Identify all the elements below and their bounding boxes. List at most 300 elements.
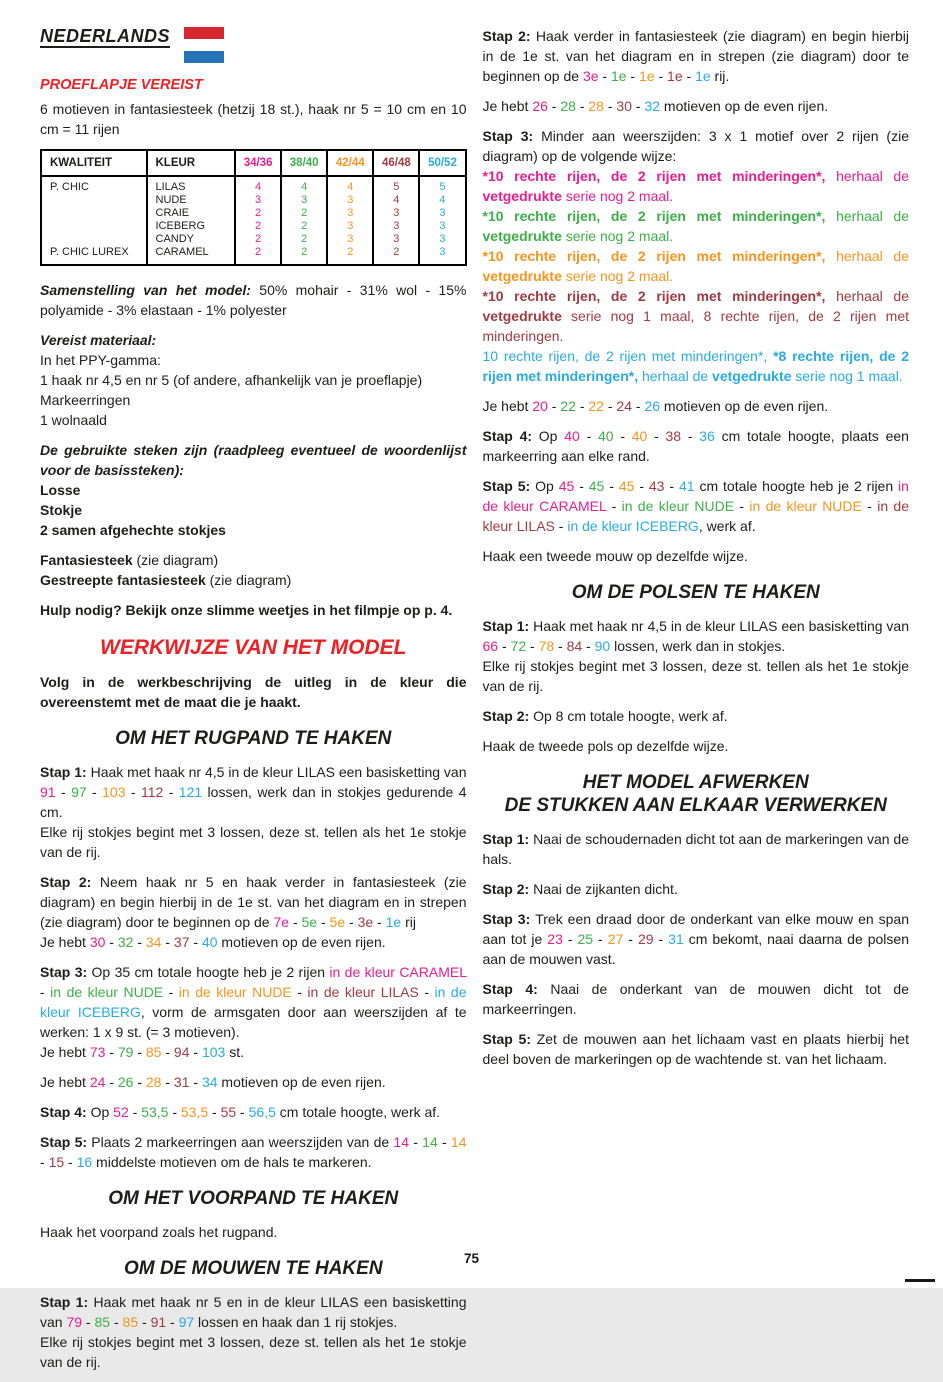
text-segment: 22	[560, 398, 576, 414]
text-segment: -	[55, 784, 72, 800]
text-line	[483, 96, 910, 116]
yarn-quantity-table	[40, 149, 467, 266]
quantity-cell: 3	[419, 207, 465, 220]
quantity-cell: 3	[327, 233, 373, 246]
text-segment: 30	[89, 934, 106, 950]
text-segment: 45	[618, 478, 635, 494]
text-segment: -	[161, 1074, 174, 1090]
heading-line: HET MODEL AFWERKEN	[582, 772, 809, 793]
text-segment: -	[526, 638, 539, 654]
text-segment: -	[498, 638, 511, 654]
text-segment: Stap 5:	[482, 478, 536, 494]
text-line	[40, 1072, 467, 1092]
text-line	[40, 550, 467, 570]
text-segment: Op	[90, 1104, 114, 1120]
paragraph	[40, 962, 467, 1062]
text-segment: Stap 3:	[482, 911, 536, 927]
text-segment: 112	[140, 784, 164, 800]
text-segment: Je hebt	[40, 934, 90, 950]
text-segment: serie nog 1 maal, 8 rechte rijen, de 2 rijen met minderingen.	[482, 308, 909, 344]
text-line	[40, 822, 467, 862]
color-name-cell: CRAIE	[147, 207, 236, 220]
text-segment: 72	[510, 638, 527, 654]
quality-cell	[41, 207, 147, 220]
quantity-cell: 2	[281, 233, 327, 246]
text-segment: -	[110, 1314, 123, 1330]
paragraph	[40, 600, 467, 620]
text-line	[40, 390, 467, 410]
quantity-cell: 3	[373, 207, 419, 220]
quantity-cell: 3	[327, 194, 373, 207]
text-segment: 10 rechte rijen, de 2 rijen met minderingen*,	[482, 348, 774, 364]
color-name-cell: LILAS	[147, 176, 236, 194]
table-body	[41, 176, 466, 265]
text-segment: 97	[178, 1314, 195, 1330]
quantity-cell: 2	[235, 207, 281, 220]
text-segment: 1e	[639, 68, 655, 84]
text-segment: -	[317, 914, 330, 930]
text-segment: Trek een draad door de onderkant van elke mouw en span aan tot je	[482, 911, 909, 947]
text-segment: 24	[89, 1074, 106, 1090]
paragraph	[40, 872, 467, 952]
text-segment: Op	[538, 428, 565, 444]
quantity-cell: 3	[419, 246, 465, 265]
text-segment: motieven op de even rijen.	[660, 98, 829, 114]
text-segment: -	[574, 478, 589, 494]
paragraph	[40, 1102, 467, 1122]
color-name-cell: ICEBERG	[147, 220, 236, 233]
quantity-cell: 3	[327, 220, 373, 233]
text-line	[40, 762, 467, 822]
text-segment: Naai de zijkanten dicht.	[533, 881, 678, 897]
text-segment: -	[163, 784, 179, 800]
text-segment: 14	[450, 1134, 467, 1150]
text-segment: 79	[117, 1044, 134, 1060]
left-column	[40, 26, 467, 1382]
quantity-cell: 4	[281, 176, 327, 194]
text-segment: Haak met haak nr 5 en in de kleur LILAS een basisketting van	[40, 1294, 467, 1330]
text-segment: -	[291, 984, 308, 1000]
table-header-cell: KWALITEIT	[41, 150, 147, 176]
text-segment: -	[163, 984, 179, 1000]
text-segment: 40	[201, 934, 218, 950]
text-segment: 26	[117, 1074, 134, 1090]
text-segment: Stap 4:	[40, 1104, 91, 1120]
text-line	[483, 476, 910, 536]
text-segment: 28	[145, 1074, 162, 1090]
paragraph	[483, 476, 910, 536]
table-row	[41, 207, 466, 220]
text-segment: -	[82, 1314, 95, 1330]
text-segment: in de kleur CARAMEL	[482, 478, 909, 514]
quantity-cell: 5	[419, 176, 465, 194]
text-segment: Je hebt	[40, 1074, 90, 1090]
text-segment: Je hebt	[40, 1044, 90, 1060]
text-segment: serie nog 2 maal.	[561, 228, 674, 244]
text-segment: Stap 1:	[482, 831, 534, 847]
paragraph	[483, 426, 910, 466]
text-segment: -	[623, 931, 638, 947]
text-line	[40, 872, 467, 932]
text-segment: -	[654, 68, 668, 84]
table-header-cell: 42/44	[327, 150, 373, 176]
text-segment: -	[626, 68, 639, 84]
text-segment: in de kleur NUDE	[178, 984, 292, 1000]
text-segment: -	[634, 478, 649, 494]
text-segment: -	[603, 398, 617, 414]
text-segment: in de kleur ICEBERG	[567, 518, 699, 534]
text-segment: -	[161, 934, 174, 950]
text-segment: -	[189, 1074, 202, 1090]
table-header-cell: 34/36	[235, 150, 281, 176]
text-line	[483, 26, 910, 86]
text-segment: -	[562, 931, 578, 947]
quantity-cell: 3	[281, 194, 327, 207]
text-line	[40, 1042, 467, 1062]
text-segment: 45	[558, 478, 575, 494]
quantity-cell: 4	[235, 176, 281, 194]
table-header-cell: KLEUR	[147, 150, 236, 176]
page-number: 75	[463, 1251, 480, 1266]
text-segment: cm totale hoogte, plaats een markeerring aan elke rand.	[482, 428, 909, 464]
language-title: NEDERLANDS	[40, 26, 171, 46]
text-line	[483, 829, 910, 869]
text-segment: cm totale hoogte heb je 2 rijen	[694, 478, 899, 494]
paragraph	[483, 396, 910, 416]
heading-line: OM HET VOORPAND TE HAKEN	[108, 1188, 399, 1209]
text-segment: Stap 2:	[482, 28, 536, 44]
text-segment: 45	[588, 478, 605, 494]
text-segment: 14	[422, 1134, 438, 1150]
text-segment: 94	[173, 1044, 190, 1060]
text-segment: 20	[532, 398, 548, 414]
text-segment: -	[373, 914, 386, 930]
netherlands-flag-icon	[184, 27, 224, 63]
text-segment: 28	[588, 98, 604, 114]
text-segment: -	[547, 398, 561, 414]
text-segment: -	[598, 68, 611, 84]
text-segment: Haak verder in fantasiesteek (zie diagram) en begin hierbij in de 1e st. van het diagram en in strepen (zie diagram) door te beginnen op de	[482, 28, 909, 84]
text-segment: motieven op de even rijen.	[660, 398, 829, 414]
text-segment: -	[409, 1134, 423, 1150]
text-segment: serie nog 2 maal.	[561, 188, 674, 204]
text-segment: -	[575, 398, 589, 414]
text-segment: Stap 5:	[40, 1134, 92, 1150]
text-segment: Plaats 2 markeerringen aan weerszijden van de	[91, 1134, 394, 1150]
section-heading	[40, 1187, 467, 1210]
text-segment: 34	[145, 934, 162, 950]
text-segment: -	[606, 498, 622, 514]
text-segment: 36	[699, 428, 715, 444]
text-segment: 1 haak nr 4,5 en nr 5 (of andere, afhankelijk van je proeflapje)	[40, 372, 423, 388]
text-segment: 31	[668, 931, 684, 947]
text-segment: 34	[201, 1074, 218, 1090]
text-segment: middelste motieven om de hals te markeren.	[92, 1154, 372, 1170]
text-segment: Samenstelling van het model:	[40, 282, 260, 298]
paragraph	[483, 96, 910, 116]
text-segment: -	[437, 1134, 451, 1150]
flag-white-stripe	[184, 39, 224, 51]
text-line	[483, 1029, 910, 1069]
text-line	[40, 330, 467, 350]
paragraph	[483, 829, 910, 869]
text-segment: herhaal de	[825, 248, 909, 264]
text-segment: Stap 1:	[482, 618, 534, 634]
text-segment: in de kleur LILAS	[307, 984, 419, 1000]
text-segment: cm totale hoogte, werk af.	[275, 1104, 441, 1120]
text-segment: vetgedrukte	[482, 308, 562, 324]
text-segment: vetgedrukte	[482, 228, 562, 244]
text-line	[40, 570, 467, 590]
text-segment: -	[128, 1104, 142, 1120]
corner-mark	[905, 1279, 935, 1282]
text-segment: 16	[76, 1154, 93, 1170]
left-column-content	[40, 280, 467, 1372]
page-header	[40, 26, 467, 63]
paragraph	[40, 1292, 467, 1372]
table-row	[41, 246, 466, 265]
text-line	[483, 206, 910, 246]
text-segment: Stap 1:	[40, 1294, 94, 1310]
table-row	[41, 233, 466, 246]
text-segment: -	[734, 498, 750, 514]
text-line	[483, 286, 910, 346]
text-segment: rij.	[710, 68, 730, 84]
paragraph	[483, 26, 910, 86]
text-segment: Op 35 cm totale hoogte heb je 2 rijen	[91, 964, 330, 980]
text-segment: -	[125, 784, 141, 800]
text-segment: -	[664, 478, 679, 494]
text-segment: 26	[532, 98, 548, 114]
text-segment: 5e	[329, 914, 346, 930]
text-segment: Je hebt	[482, 98, 533, 114]
text-segment: Je hebt	[482, 398, 533, 414]
text-line	[40, 672, 467, 712]
text-segment: Stap 4:	[482, 981, 551, 997]
paragraph	[40, 672, 467, 712]
text-segment: Elke rij stokjes begint met 3 lossen, deze st. tellen als het 1e stokje van de rij.	[40, 1334, 467, 1370]
text-line	[40, 370, 467, 390]
text-segment: -	[105, 1074, 118, 1090]
quality-cell	[41, 233, 147, 246]
text-segment: -	[582, 638, 595, 654]
text-line	[40, 440, 467, 480]
text-segment: vetgedrukte	[712, 368, 792, 384]
paragraph	[483, 546, 910, 566]
text-segment: Zet de mouwen aan het lichaam vast en plaats hierbij het deel boven de markeringen op de wachtende st. van het lichaam.	[482, 1031, 909, 1067]
text-segment: -	[189, 1044, 202, 1060]
heading-line: OM HET RUGPAND TE HAKEN	[115, 728, 392, 749]
text-segment: Minder aan weerszijden: 3 x 1 motief over 2 rijen (zie diagram) op de volgende wijze:	[482, 128, 909, 164]
text-segment: Elke rij stokjes begint met 3 lossen, deze st. tellen als het 1e stokje van de rij.	[482, 658, 909, 694]
paragraph	[483, 979, 910, 1019]
quantity-cell: 2	[235, 246, 281, 265]
text-segment: Stap 5:	[482, 1031, 537, 1047]
text-segment: 85	[94, 1314, 111, 1330]
text-segment: Naai de onderkant van de mouwen dicht tot de markeerringen.	[482, 981, 909, 1017]
quantity-cell: 3	[235, 194, 281, 207]
table-header-cell: 38/40	[281, 150, 327, 176]
text-segment: herhaal de	[825, 208, 909, 224]
text-segment: cm bekomt, naai daarna de polsen aan de mouwen vast.	[482, 931, 909, 967]
text-segment: -	[579, 428, 598, 444]
text-segment: In het PPY-gamma:	[40, 352, 161, 368]
text-segment: Gestreepte fantasiesteek	[40, 572, 210, 588]
text-line	[40, 962, 467, 1042]
quality-cell: P. CHIC	[50, 181, 89, 193]
text-segment: 26	[644, 398, 661, 414]
text-segment: Fantasiesteek	[40, 552, 137, 568]
table-header-row	[41, 150, 466, 176]
text-segment: Haak een tweede mouw op dezelfde wijze.	[482, 548, 748, 564]
text-segment: 29	[637, 931, 654, 947]
text-segment: Markeerringen	[40, 392, 131, 408]
text-line	[40, 520, 467, 540]
text-segment: -	[133, 1044, 146, 1060]
quantity-cell: 2	[235, 220, 281, 233]
text-segment: -	[133, 1074, 146, 1090]
text-segment: Op	[535, 478, 559, 494]
text-segment: 15	[48, 1154, 65, 1170]
text-segment: -	[554, 638, 567, 654]
text-line	[40, 600, 467, 620]
paragraph	[40, 762, 467, 862]
text-segment: 40	[597, 428, 614, 444]
text-line	[483, 979, 910, 1019]
text-segment: Losse	[40, 482, 81, 498]
text-segment: Vereist materiaal:	[40, 332, 157, 348]
text-segment: -	[40, 984, 51, 1000]
text-segment: 90	[594, 638, 611, 654]
text-line	[483, 246, 910, 286]
text-segment: -	[289, 914, 302, 930]
text-line	[483, 396, 910, 416]
text-line	[483, 426, 910, 466]
text-segment: -	[861, 498, 878, 514]
text-segment: 23	[547, 931, 563, 947]
text-segment: 6 motieven in fantasiesteek (hetzij 18 st.), haak nr 5 = 10 cm en 10 cm = 11 rijen	[40, 101, 467, 137]
text-segment: Stap 2:	[482, 708, 534, 724]
quantity-cell: 3	[373, 233, 419, 246]
text-segment: 97	[71, 784, 87, 800]
text-segment: 3e	[357, 914, 374, 930]
text-segment: Stap 3:	[482, 128, 542, 144]
text-segment: -	[133, 934, 146, 950]
text-segment: 50% mohair - 31% wol - 15% polyamide - 3% elastaan - 1% polyester	[40, 282, 467, 318]
text-segment: Haak het voorpand zoals het rugpand.	[40, 1224, 278, 1240]
text-segment: herhaal de	[825, 168, 909, 184]
text-segment: vetgedrukte	[482, 188, 562, 204]
quality-cell	[41, 220, 147, 233]
text-segment: in de kleur NUDE	[749, 498, 862, 514]
text-line	[483, 736, 910, 756]
text-line	[483, 166, 910, 206]
text-segment: Stap 1:	[40, 764, 91, 780]
text-line	[40, 350, 467, 370]
paragraph	[40, 440, 467, 540]
text-segment: 7e	[273, 914, 290, 930]
text-segment: 103	[102, 784, 126, 800]
text-segment: 91	[40, 784, 56, 800]
text-line	[40, 410, 467, 430]
text-segment: 1e	[610, 68, 627, 84]
text-segment: vetgedrukte	[482, 268, 562, 284]
table-row	[41, 220, 466, 233]
text-segment: 78	[538, 638, 555, 654]
text-line	[40, 99, 467, 139]
text-segment: 32	[644, 98, 661, 114]
text-line	[483, 346, 910, 386]
text-segment: 31	[173, 1074, 190, 1090]
heading-line: WERKWIJZE VAN HET MODEL	[100, 636, 407, 659]
section-heading	[40, 727, 467, 750]
text-segment: -	[575, 98, 589, 114]
quantity-cell: 2	[281, 220, 327, 233]
heading-line: OM DE MOUWEN TE HAKEN	[123, 1258, 383, 1279]
section-heading	[483, 771, 910, 817]
text-segment: 25	[577, 931, 594, 947]
text-segment: -	[418, 984, 435, 1000]
paragraph	[483, 736, 910, 756]
text-segment: -	[653, 931, 669, 947]
text-segment: 85	[122, 1314, 139, 1330]
text-segment: -	[647, 428, 666, 444]
quantity-cell: 2	[373, 246, 419, 265]
text-segment: 43	[648, 478, 665, 494]
table-header	[41, 150, 466, 176]
text-segment: 38	[665, 428, 682, 444]
text-segment: *10 rechte rijen, de 2 rijen met minderingen*,	[482, 248, 826, 264]
text-segment: in de kleur LILAS	[482, 498, 910, 534]
text-segment: serie nog 2 maal.	[561, 268, 674, 284]
text-segment: , vorm de armsgaten door aan weerszijden af te werken: 1 x 9 st. (= 3 motieven).	[40, 1004, 467, 1040]
quantity-cell: 2	[327, 246, 373, 265]
text-segment: 1e	[695, 68, 711, 84]
text-segment: 22	[588, 398, 604, 414]
text-segment: *10 rechte rijen, de 2 rijen met minderingen*,	[482, 168, 826, 184]
quantity-cell: 4	[327, 176, 373, 194]
color-name-cell: CARAMEL	[147, 246, 236, 265]
paragraph	[40, 1132, 467, 1172]
text-segment: 30	[616, 98, 632, 114]
text-segment: -	[613, 428, 632, 444]
text-segment: -	[105, 934, 118, 950]
text-segment: motieven op de even rijen.	[217, 934, 386, 950]
text-segment: 1e	[667, 68, 683, 84]
text-segment: Volg in de werkbeschrijving de uitleg in de kleur die overeenstemt met de maat die je haakt.	[40, 674, 467, 710]
gauge-section	[40, 75, 467, 139]
text-line	[483, 656, 910, 696]
table-row	[41, 194, 466, 207]
text-segment: , werk af.	[698, 518, 756, 534]
text-segment: st.	[225, 1044, 244, 1060]
text-segment: Haak met haak nr 4,5 in de kleur LILAS een basisketting van	[90, 764, 467, 780]
text-segment: -	[604, 478, 619, 494]
table-header-cell: 46/48	[373, 150, 419, 176]
text-segment: *10 rechte rijen, de 2 rijen met minderingen*,	[482, 288, 826, 304]
text-segment: 52	[113, 1104, 129, 1120]
quantity-cell: 3	[373, 220, 419, 233]
text-segment: in de kleur NUDE	[50, 984, 164, 1000]
heading-line: DE STUKKEN AAN ELKAAR VERWERKEN	[504, 795, 887, 816]
paragraph	[40, 330, 467, 430]
text-segment: herhaal de	[825, 288, 909, 304]
heading-line: OM DE POLSEN TE HAKEN	[571, 582, 820, 603]
text-segment: -	[138, 1314, 151, 1330]
flag-blue-stripe	[184, 51, 224, 63]
text-segment: Stap 3:	[40, 964, 92, 980]
text-segment: 24	[616, 398, 632, 414]
